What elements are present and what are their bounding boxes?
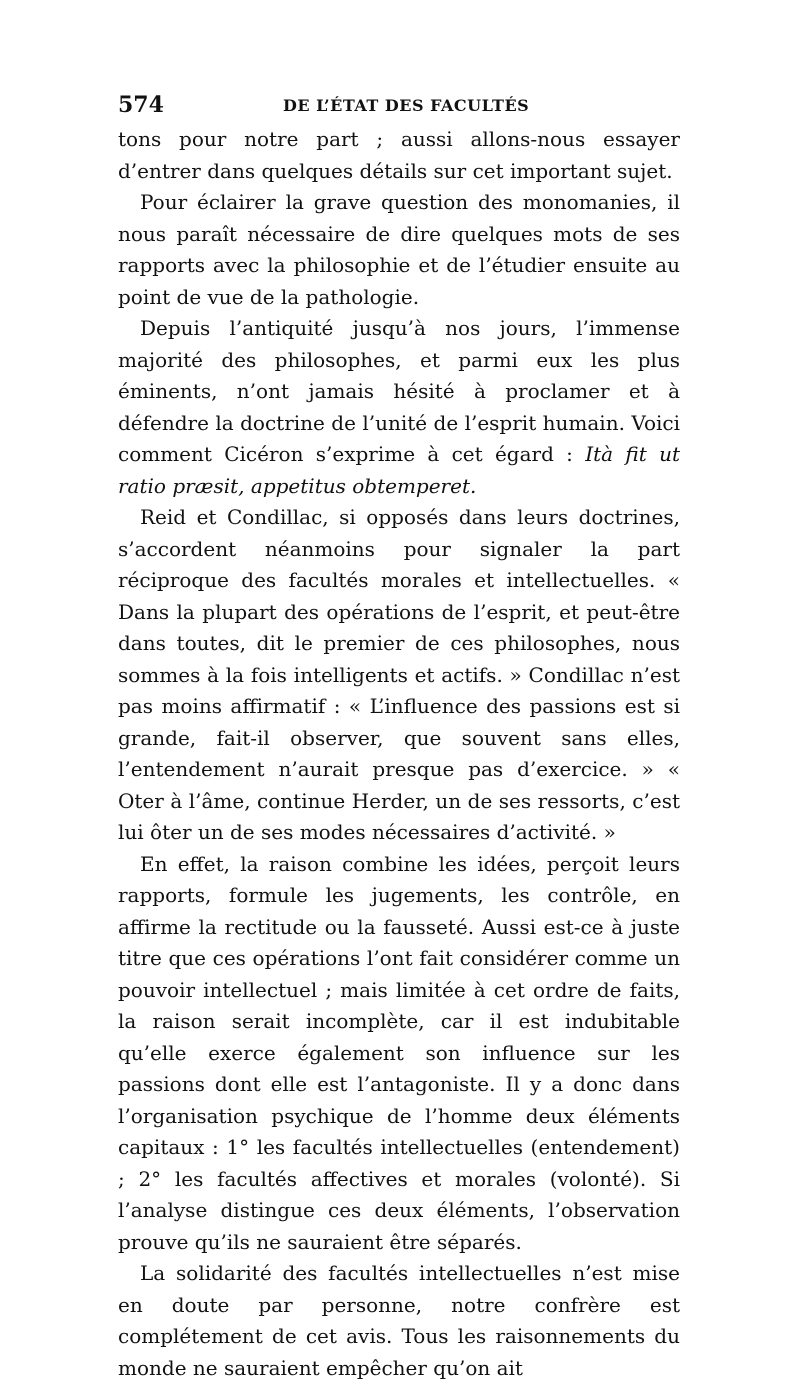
running-title: DE L’ÉTAT DES FACULTÉS [283, 96, 530, 115]
page-header [118, 92, 680, 122]
paragraph-antiquity-text: Depuis l’antiquité jusqu’à nos jours, l’immense majorité des philosophes, et parmi eux les plus éminents, n’ont jamais hésité à proclamer et à défendre la doctrine de l’unité de l’esprit humain. Voici comment Cicéron s’exprime à cet égard : [118, 316, 680, 466]
paragraph-reid-condillac: Reid et Condillac, si opposés dans leurs doctrines, s’accordent néanmoins pour signaler la part réciproque des facultés morales et intellectuelles. « Dans la plupart des opérations de l’esprit, et peut-être dans toutes, dit le premier de ces philosophes, nous sommes à la fois intelligents et actifs. » Condillac n’est pas moins affirmatif : « L’influence des passions est si grande, fait-il observer, que souvent sans elles, l’entendement n’aurait presque pas d’exercice. » « Oter à l’âme, continue Herder, un de ses ressorts, c’est lui ôter un de ses modes nécessaires d’activité. » [118, 505, 680, 844]
paragraph-raison: En effet, la raison combine les idées, perçoit leurs rapports, formule les jugements, les contrôle, en affirme la rectitude ou la fausseté. Aussi est-ce à juste titre que ces opérations l’ont fait considérer comme un pouvoir intellectuel ; mais limitée à cet ordre de faits, la raison serait incomplète, car il est indubitable qu’elle exerce également son influence sur les passions dont elle est l’antagoniste. Il y a donc dans l’organisation psychique de l’homme deux éléments capitaux : 1° les facultés intellectuelles (entendement) ; 2° les facultés affectives et morales (volonté). Si l’analyse distingue ces deux éléments, l’observation prouve qu’ils ne sauraient être séparés. [118, 851, 680, 1254]
paragraph-continuation: tons pour notre part ; aussi allons-nous essayer d’entrer dans quelques détails sur cet important sujet. [118, 127, 680, 183]
body-text [118, 124, 680, 1384]
paragraph-monomanies: Pour éclairer la grave question des monomanies, il nous paraît nécessaire de dire quelques mots de ses rapports avec la philosophie et de l’étudier ensuite au point de vue de la pathologie. [118, 190, 680, 309]
paragraph-antiquity [118, 313, 680, 502]
book-page [118, 92, 680, 1384]
page-number: 574 [118, 92, 164, 118]
latin-quote: Ità fit ut ratio præsit, appetitus obtemperet. [118, 442, 680, 498]
paragraph-solidarite: La solidarité des facultés intellectuelles n’est mise en doute par personne, notre confrère est complétement de cet avis. Tous les raisonnements du monde ne sauraient empêcher qu’on ait [118, 1261, 680, 1380]
